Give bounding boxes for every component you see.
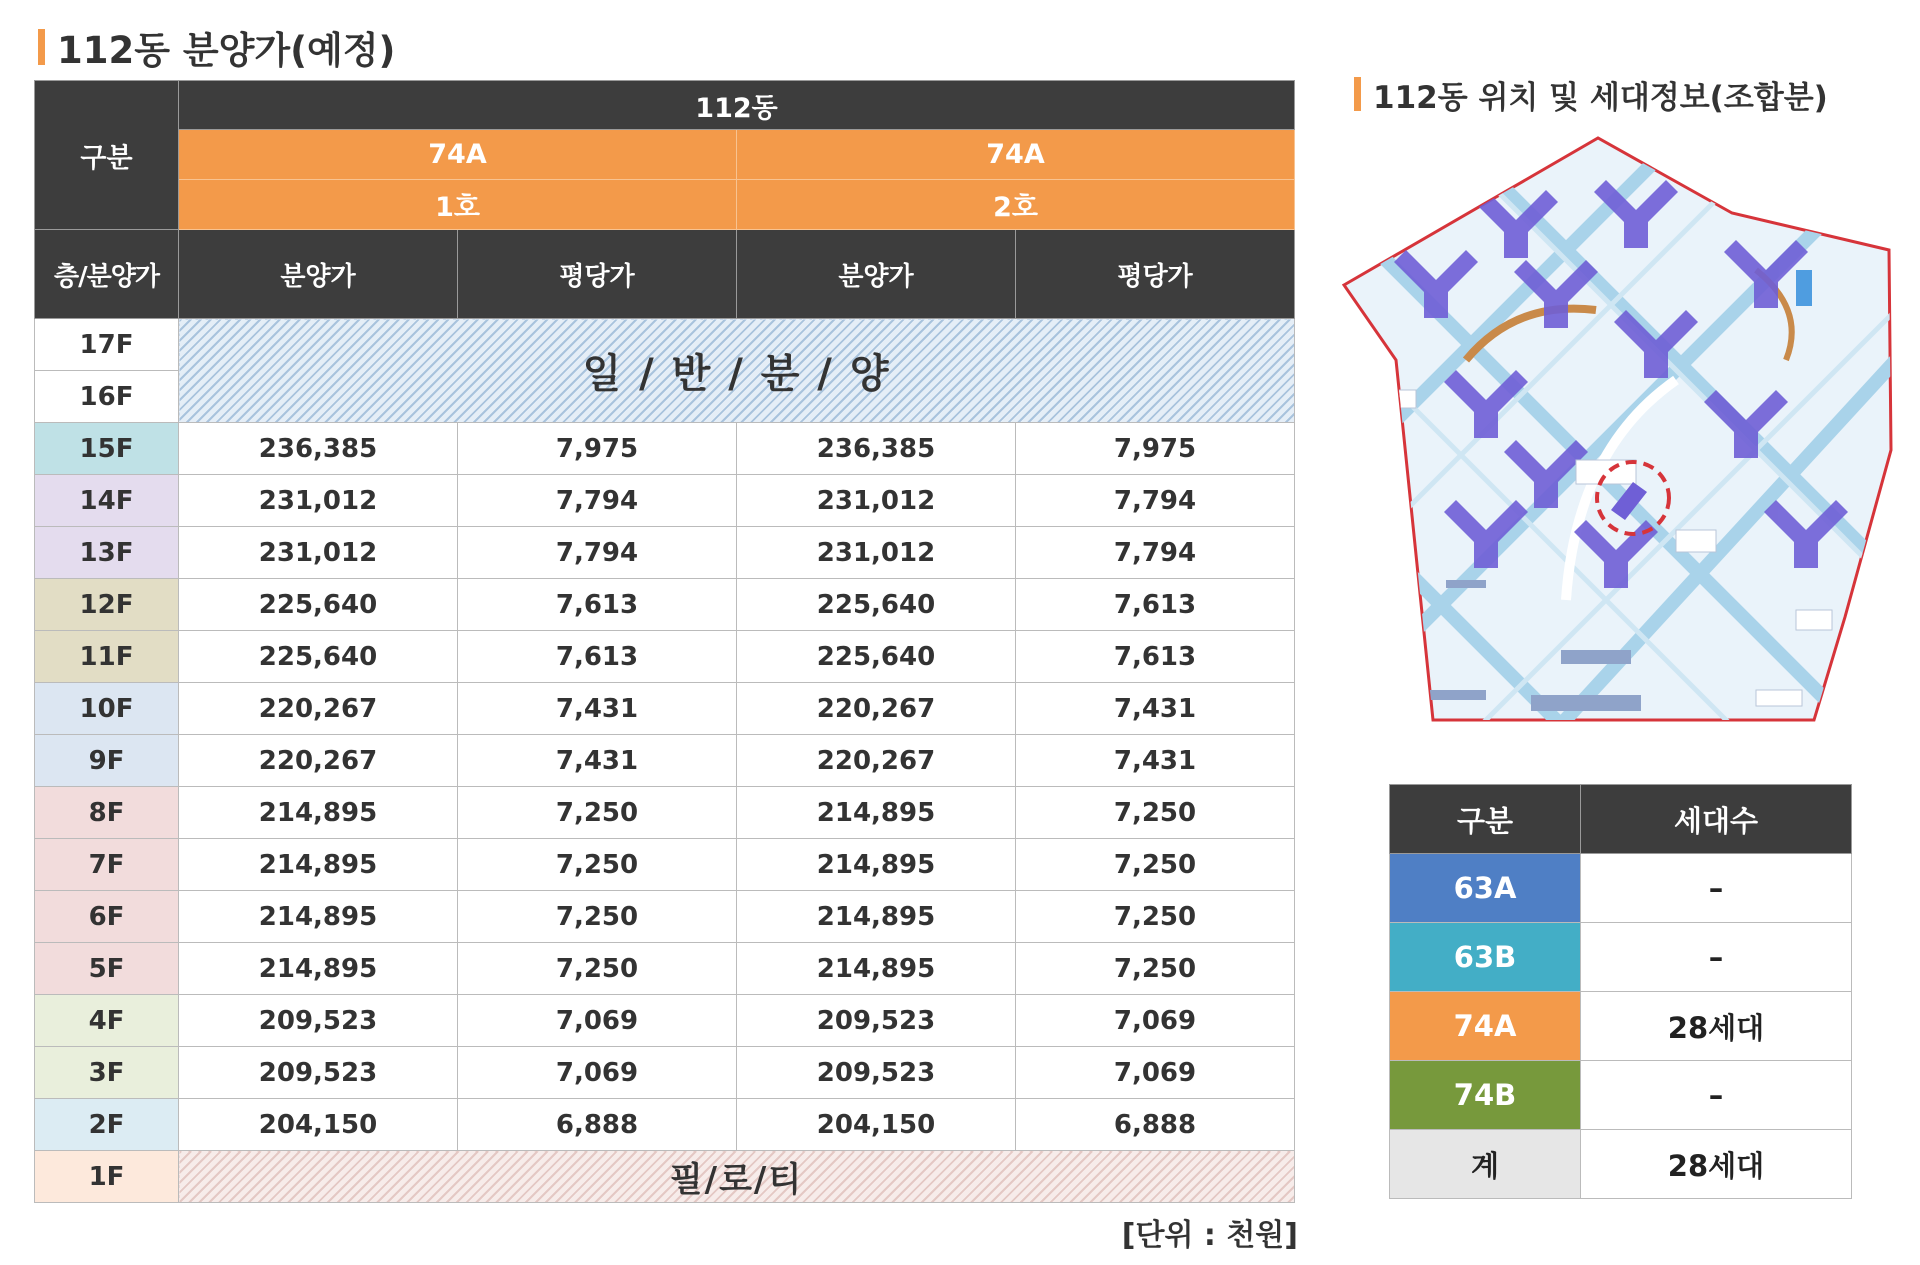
unit1-price-cell: 220,267 [179,735,458,787]
unit1-price-cell: 214,895 [179,891,458,943]
table-row [35,683,1295,735]
unit2-pyeong-cell: 7,250 [1016,839,1295,891]
unit-type-cell: 74B [1390,1061,1581,1130]
floor-label: 8F [35,787,179,839]
unit-type-cell: 74A [1390,992,1581,1061]
unit2-price-cell: 220,267 [737,683,1016,735]
unit1-pyeong-cell: 7,975 [458,423,737,475]
unit2-price-cell: 209,523 [737,1047,1016,1099]
unit1-pyeong-cell: 7,431 [458,735,737,787]
title-accent-bar [1354,77,1361,111]
floor-label: 17F [35,319,179,371]
general-sale-label: 일 / 반 / 분 / 양 [582,351,891,397]
table-row [35,1099,1295,1151]
unit2-price-cell: 225,640 [737,631,1016,683]
floor-label: 14F [35,475,179,527]
table-row [35,995,1295,1047]
unit1-pyeong-cell: 7,613 [458,579,737,631]
header-unit-type-1: 74A [179,130,737,180]
unit1-price-cell: 231,012 [179,475,458,527]
table-row [1390,992,1852,1061]
table-row [1390,923,1852,992]
unit1-pyeong-cell: 7,069 [458,1047,737,1099]
piloti-cell [179,1151,1295,1203]
floor-label: 1F [35,1151,179,1203]
piloti-label: 필/로/티 [669,1160,804,1200]
unit2-pyeong-cell: 6,888 [1016,1099,1295,1151]
table-row [35,579,1295,631]
unit2-price-cell: 204,150 [737,1099,1016,1151]
household-count-cell: – [1581,1061,1852,1130]
unit1-price-cell: 209,523 [179,995,458,1047]
unit2-pyeong-cell: 7,069 [1016,1047,1295,1099]
household-count-cell: 28세대 [1581,992,1852,1061]
unit2-price-cell: 225,640 [737,579,1016,631]
table-row [1390,1061,1852,1130]
map-marker-blue [1796,270,1812,306]
floor-label: 16F [35,371,179,423]
unit1-price-cell: 220,267 [179,683,458,735]
site-map-illustration [1336,130,1908,730]
side-title [1354,72,1828,116]
unit1-pyeong-cell: 7,250 [458,839,737,891]
table-row [35,475,1295,527]
unit1-pyeong-cell: 7,431 [458,683,737,735]
floor-label: 4F [35,995,179,1047]
unit2-pyeong-cell: 7,250 [1016,787,1295,839]
unit2-price-cell: 214,895 [737,787,1016,839]
table-row [35,527,1295,579]
table-row [1390,854,1852,923]
table-row [35,943,1295,995]
unit2-pyeong-cell: 7,069 [1016,995,1295,1047]
unit1-price-cell: 225,640 [179,579,458,631]
unit2-price-cell: 214,895 [737,891,1016,943]
table-row [35,631,1295,683]
household-count-cell: – [1581,923,1852,992]
table-row-general-17f [35,319,1295,371]
unit-note: [단위 : 천원] [1121,1218,1298,1253]
unit-type-cell: 63A [1390,854,1581,923]
floor-label: 13F [35,527,179,579]
floor-label: 3F [35,1047,179,1099]
unit-type-cell: 63B [1390,923,1581,992]
unit2-pyeong-cell: 7,794 [1016,527,1295,579]
unit2-price-cell: 214,895 [737,943,1016,995]
unit2-price-cell: 214,895 [737,839,1016,891]
unit2-pyeong-cell: 7,613 [1016,631,1295,683]
unit1-pyeong-cell: 7,794 [458,527,737,579]
unit1-pyeong-cell: 7,069 [458,995,737,1047]
header-floor-col: 층/분양가 [35,230,179,319]
unit2-pyeong-cell: 7,250 [1016,891,1295,943]
unit1-pyeong-cell: 7,613 [458,631,737,683]
unit2-pyeong-cell: 7,794 [1016,475,1295,527]
unit1-pyeong-cell: 7,250 [458,787,737,839]
floor-label: 6F [35,891,179,943]
floor-label: 12F [35,579,179,631]
unit2-pyeong-cell: 7,613 [1016,579,1295,631]
household-count-cell: – [1581,854,1852,923]
title-accent-bar [38,29,45,65]
unit1-pyeong-cell: 7,794 [458,475,737,527]
unit1-pyeong-cell: 6,888 [458,1099,737,1151]
header-unit-type-2: 74A [737,130,1295,180]
general-sale-cell [179,319,1295,423]
table-row-piloti [35,1151,1295,1203]
side-title-text: 112동 위치 및 세대정보(조합분) [1373,79,1828,116]
floor-label: 2F [35,1099,179,1151]
unit2-price-cell: 209,523 [737,995,1016,1047]
table-row [35,423,1295,475]
header-gubun: 구분 [35,81,179,230]
table-row-total [1390,1130,1852,1199]
unit2-pyeong-cell: 7,431 [1016,735,1295,787]
unit1-price-cell: 204,150 [179,1099,458,1151]
floor-label: 5F [35,943,179,995]
unit1-price-cell: 209,523 [179,1047,458,1099]
unit2-pyeong-cell: 7,250 [1016,943,1295,995]
table-row [35,1047,1295,1099]
table-row [35,891,1295,943]
table-row [35,839,1295,891]
unit2-price-cell: 231,012 [737,527,1016,579]
site-map [1336,130,1908,730]
total-count-cell: 28세대 [1581,1130,1852,1199]
unit1-price-cell: 236,385 [179,423,458,475]
price-table [34,80,1295,1203]
floor-label: 7F [35,839,179,891]
unit2-price-cell: 220,267 [737,735,1016,787]
floor-label: 10F [35,683,179,735]
header-pyeong-col-2: 평당가 [1016,230,1295,319]
table-row [35,787,1295,839]
header-price-col-1: 분양가 [179,230,458,319]
header-pyeong-col-1: 평당가 [458,230,737,319]
unit1-price-cell: 214,895 [179,839,458,891]
unit1-price-cell: 214,895 [179,943,458,995]
main-title-text: 112동 분양가(예정) [57,29,396,72]
household-count-table [1389,784,1852,1199]
header-building: 112동 [179,81,1295,130]
unit1-pyeong-cell: 7,250 [458,891,737,943]
total-label-cell: 계 [1390,1130,1581,1199]
count-header-gubun: 구분 [1390,785,1581,854]
unit2-price-cell: 231,012 [737,475,1016,527]
unit1-price-cell: 214,895 [179,787,458,839]
unit1-pyeong-cell: 7,250 [458,943,737,995]
header-unit-ho-2: 2호 [737,180,1295,230]
floor-label: 9F [35,735,179,787]
unit2-pyeong-cell: 7,975 [1016,423,1295,475]
floor-label: 11F [35,631,179,683]
unit1-price-cell: 225,640 [179,631,458,683]
floor-label: 15F [35,423,179,475]
unit2-price-cell: 236,385 [737,423,1016,475]
header-price-col-2: 분양가 [737,230,1016,319]
unit1-price-cell: 231,012 [179,527,458,579]
main-title [38,22,395,72]
unit2-pyeong-cell: 7,431 [1016,683,1295,735]
header-unit-ho-1: 1호 [179,180,737,230]
table-row [35,735,1295,787]
count-header-count: 세대수 [1581,785,1852,854]
